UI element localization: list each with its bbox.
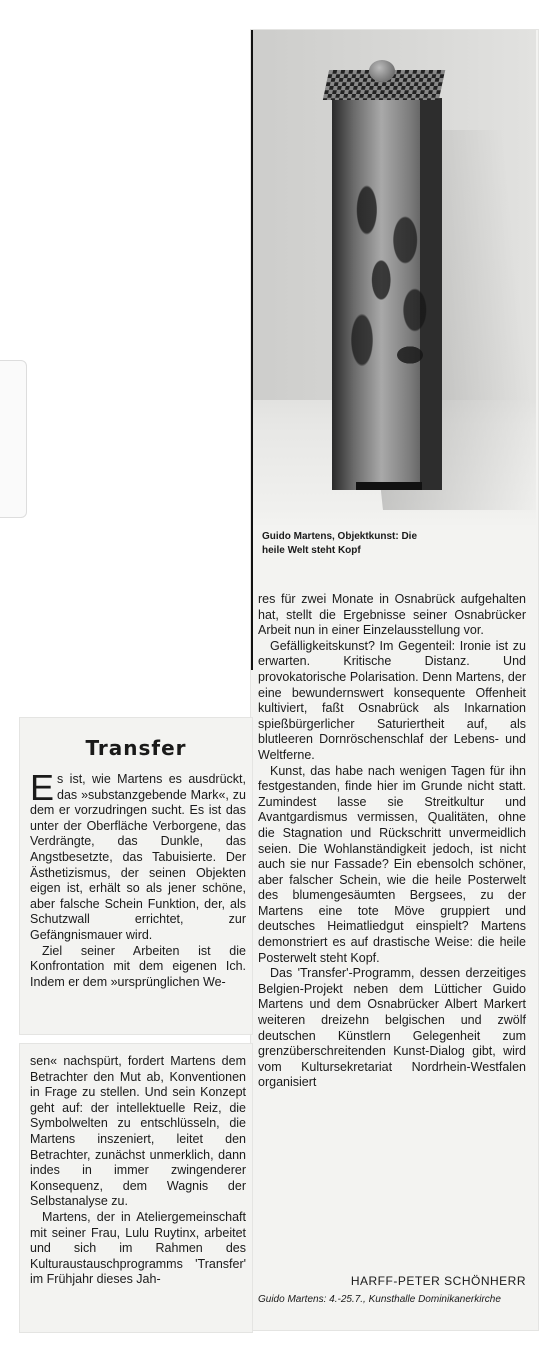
- article-column-left-upper: [30, 767, 246, 990]
- column-rule: [251, 30, 253, 670]
- pillar-foliage-lower: [380, 335, 440, 375]
- paragraph: Ziel seiner Arbeiten ist die Konfrontation mit dem eigenen Ich. Indem er dem »ursprünglichen We-: [30, 943, 246, 989]
- paragraph: Das 'Transfer'-Programm, dessen derzeitiges Belgien-Projekt neben dem Lütticher Guido Martens und dem Osnabrücker Albert Markert weiteren dreizehn belgischen und zwölf deutschen Künstlern Gelegenheit zum grenzüberschreitenden Kunst-Dialog gibt, wird vom Kultursekretariat Nordrhein-Westfalen organisiert: [258, 966, 526, 1090]
- article-column-right: [258, 592, 526, 1091]
- paragraph: Martens, der in Ateliergemeinschaft mit seiner Frau, Lulu Ruytinx, arbeitet und sich im Rahmen des Kulturaustauschprogramms 'Transfer' im Frühjahr dieses Jah-: [30, 1209, 246, 1287]
- paragraph-text: s ist, wie Martens es ausdrückt, das »substanzgebende Mark«, zu dem er vorzudringen sucht. Es ist das unter der Oberfläche Verborgene, das Verdrängte, das Dunkle, das Angstbesetzte, das Tabuisierte. Der Ästhetizismus, der seinen Objekten eigen ist, erhält so als jener schöne, aber falsche Schein Funktion, der, als Schutzwall errichtet, zur Gefängnismauer wird.: [30, 772, 246, 942]
- article-column-left-lower: [30, 1054, 246, 1288]
- paragraph: Gefälligkeitskunst? Im Gegenteil: Ironie ist zu erwarten. Kritische Distanz. Und provokatorische Polarisation. Denn Martens, der eine bewundernswert konsequente Offenheit kultiviert, faßt Osnabrück als Inkarnation spießbürgerlicher Saturiertheit auf, als blutleeren Dornröschenschlaf der Lebens- und Weltferne.: [258, 638, 526, 762]
- page-edge-mark: [0, 360, 27, 518]
- author-byline: HARFF-PETER SCHÖNHERR: [350, 1274, 526, 1288]
- headline: Transfer: [85, 736, 187, 760]
- photo-caption: Guido Martens, Objektkunst: Die heile Welt steht Kopf: [262, 531, 418, 556]
- paragraph: sen« nachspürt, fordert Martens dem Betrachter den Mut ab, Konventionen in Frage zu stellen. Und sein Konzept geht auf: der intellektuelle Reiz, die Symbolwelten zu entschlüsseln, die Martens inszeniert, leitet den Betrachter, zunächst unmerklich, dann indes in immer zwingenderer Konsequenz, dem Wagnis der Selbstanalyse zu.: [30, 1054, 246, 1209]
- drop-cap: E: [30, 767, 55, 808]
- paragraph: Kunst, das habe nach wenigen Tagen für ihn festgestanden, finde hier im Grunde nicht statt. Zumindest lasse sie Streitkultur und Avantgardismus vermissen, Qualitäten, ohne die Stagnation und Rückschritt unvermeidlich seien. Die Wohlanständigkeit jedoch, ist nicht auch sie nur Fassade? Ein ebensolch schöner, aber falscher Schein, wie die heile Posterwelt des blumengesäumten Bergsees, zu der Martens eine tote Möve gruppiert und deutsches Heimatliedgut einspielt? Martens demonstriert es auf drastische Weise: die heile Posterwelt steht Kopf.: [258, 763, 526, 965]
- exhibition-note: Guido Martens: 4.-25.7., Kunsthalle Dominikanerkirche: [258, 1294, 501, 1305]
- pillar-base: [356, 482, 422, 490]
- paragraph: [30, 767, 246, 944]
- pillar-ball: [369, 60, 395, 82]
- paragraph: res für zwei Monate in Osnabrück aufgehalten hat, stellt die Ergebnisse seiner Osnabrücker Arbeit nun in einer Einzelausstellung vor.: [258, 592, 526, 638]
